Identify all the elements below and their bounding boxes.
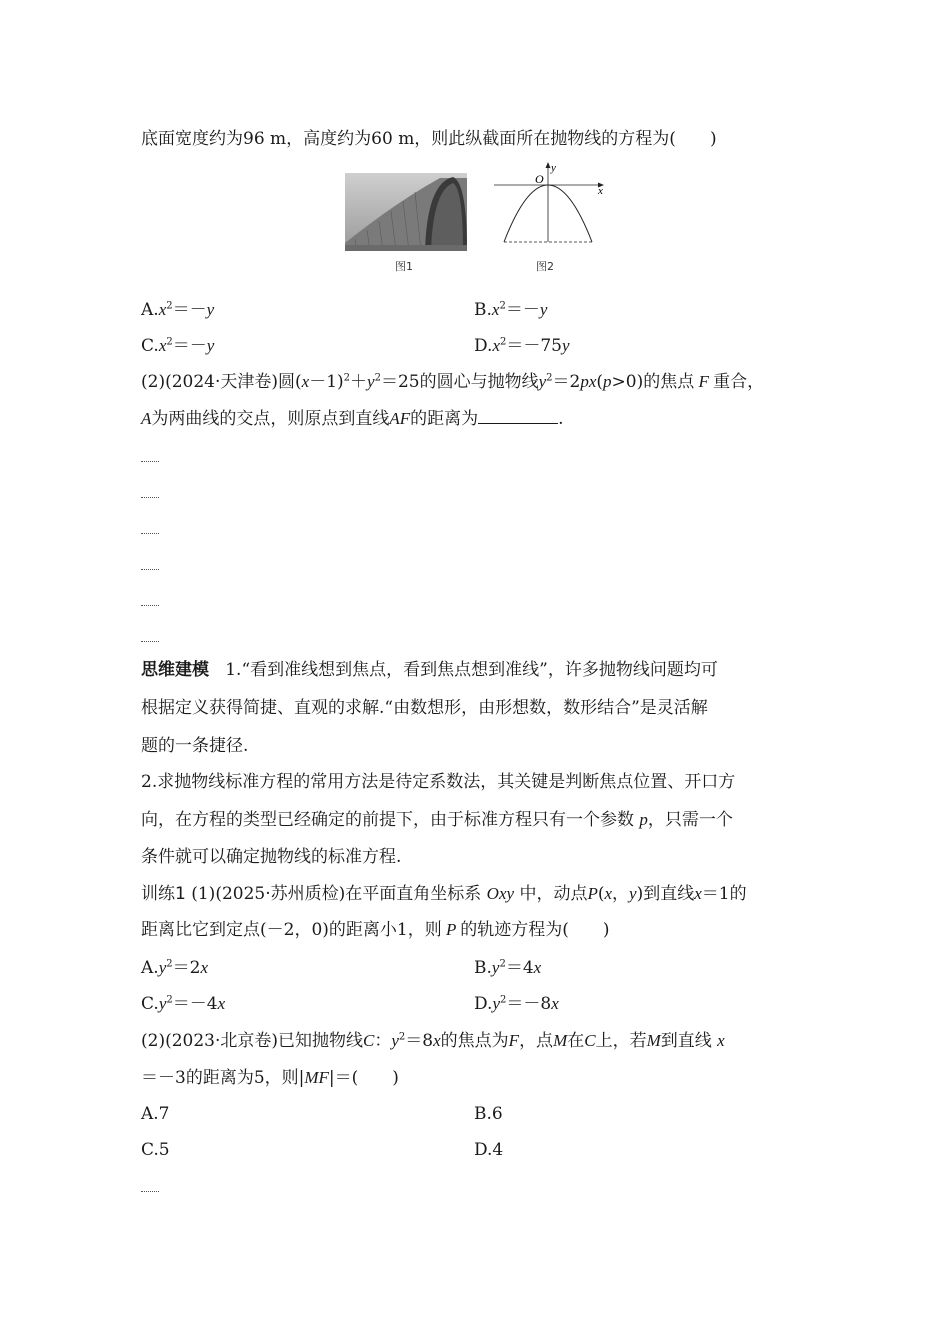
thinking-line-6: 条件就可以确定抛物线的标准方程. xyxy=(141,847,402,867)
q2-line-2: A为两曲线的交点，则原点到直线AF的距离为 . xyxy=(141,409,564,429)
option-b: $B.x^2=-y$ xyxy=(474,300,548,320)
y-axis-label: y xyxy=(551,162,556,174)
thinking-line-3: 题的一条捷径. xyxy=(141,736,249,756)
figure-1-photo xyxy=(345,173,467,251)
placeholder-dots-5 xyxy=(141,605,159,606)
thinking-title: 思维建模 xyxy=(141,660,209,680)
training-q1-option-c: $C.y^2=-4x$ xyxy=(141,994,226,1014)
training-q1-line-1: 训练1 (1)(2025·苏州质检)在平面直角坐标系 Oxy 中，动点P(x，y)到直线x＝1的 xyxy=(141,884,747,904)
figure-2-diagram xyxy=(492,158,612,248)
training-q1-option-a: $A.y^2=2x$ xyxy=(141,958,208,978)
training-q1-line-2: 距离比它到定点(－2，0)的距离小1，则 P 的轨迹方程为( ) xyxy=(141,920,610,940)
figure-1-caption: 图1 xyxy=(395,260,413,273)
option-c: $C.x^2=-y$ xyxy=(141,336,215,356)
thinking-line-5: 向，在方程的类型已经确定的前提下，由于标准方程只有一个参数 p，只需一个 xyxy=(141,810,733,830)
training-q2-option-c: C.5 xyxy=(141,1140,170,1160)
training-label: 训练1 xyxy=(141,884,186,904)
x-axis-label: x xyxy=(598,185,603,197)
arch-hangar-image xyxy=(345,173,467,251)
q2-line-1: (2)(2024·天津卷)圆$(x-1)^2+y^2=25$的圆心与抛物线$y^2=2px(p>0)$的焦点 F 重合， xyxy=(141,372,765,392)
placeholder-dots-2 xyxy=(141,497,159,498)
option-d: $D.x^2=-75y$ xyxy=(474,336,570,356)
origin-label: O xyxy=(535,172,544,186)
thinking-line-4: 2.求抛物线标准方程的常用方法是待定系数法，其关键是判断焦点位置、开口方 xyxy=(141,772,736,792)
training-q2-line-1: (2)(2023·北京卷)已知抛物线C：$y^2=8x$的焦点为F，点M在C上，若M到直线 x xyxy=(141,1031,725,1051)
placeholder-dots-7 xyxy=(141,1191,159,1192)
thinking-line-1: 思维建模 1.“看到准线想到焦点，看到焦点想到准线”，许多抛物线问题均可 xyxy=(141,660,718,680)
training-q2-option-a: A.7 xyxy=(141,1104,170,1124)
training-q2-option-b: B.6 xyxy=(474,1104,503,1124)
training-q1-option-b: $B.y^2=4x$ xyxy=(474,958,542,978)
y-axis-arrow xyxy=(546,162,551,168)
placeholder-dots-1 xyxy=(141,461,159,462)
training-q1-option-d: $D.y^2=-8x$ xyxy=(474,994,559,1014)
thinking-line-2: 根据定义获得简捷、直观的求解.“由数想形，由形想数，数形结合”是灵活解 xyxy=(141,698,708,718)
figure-2-caption: 图2 xyxy=(536,260,554,273)
placeholder-dots-6 xyxy=(141,641,159,642)
training-q2-option-d: D.4 xyxy=(474,1140,504,1160)
answer-blank[interactable] xyxy=(478,407,558,424)
placeholder-dots-3 xyxy=(141,533,159,534)
training-q2-line-2: ＝－3的距离为5，则|MF|＝( ) xyxy=(141,1068,399,1088)
option-a: $A.x^2=-y$ xyxy=(141,300,215,320)
placeholder-dots-4 xyxy=(141,569,159,570)
intro-line: 底面宽度约为96 m，高度约为60 m，则此纵截面所在抛物线的方程为( ) xyxy=(141,129,717,149)
